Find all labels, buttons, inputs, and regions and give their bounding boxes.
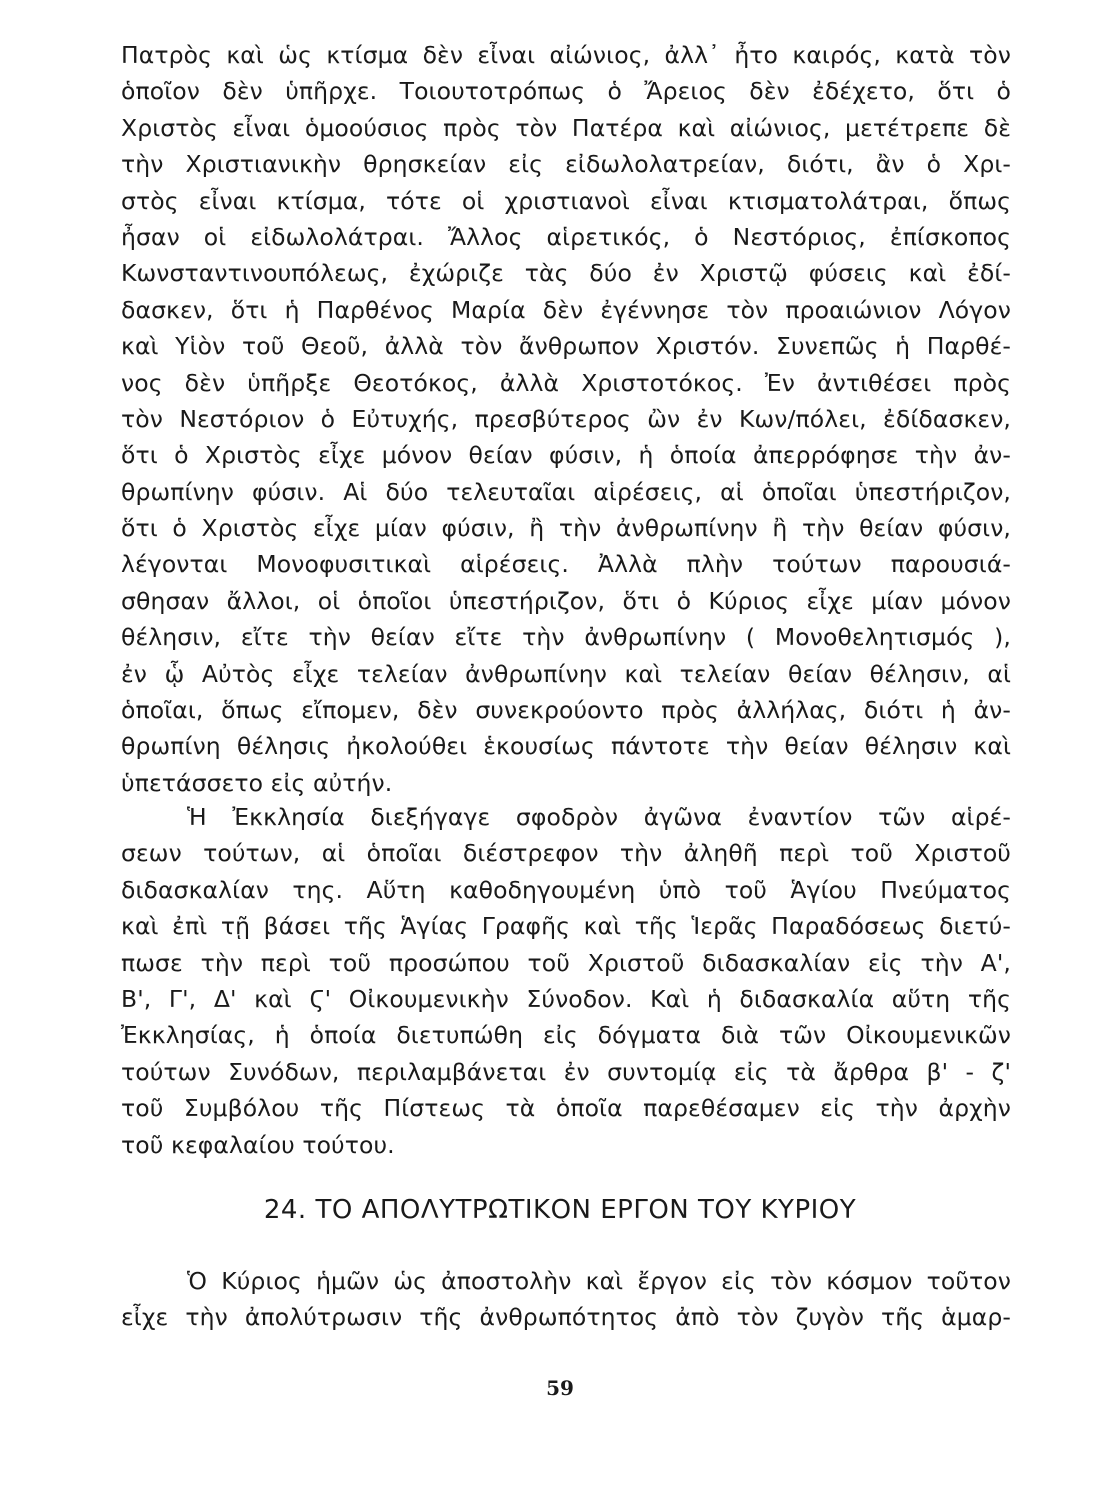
- text-line: Κωνσταντινουπόλεως, ἐχώριζε τὰς δύο ἐν Χριστῷ φύσεις καὶ ἐδί-: [121, 259, 1011, 288]
- text-line: τοῦ κεφαλαίου τούτου.: [121, 1130, 395, 1159]
- text-line: Ἐκκλησίας, ἡ ὁποία διετυπώθη εἰς δόγματα διὰ τῶν Οἰκουμενικῶν: [121, 1021, 1011, 1050]
- text-line: Β', Γ', Δ' καὶ Ϛ' Οἰκουμενικὴν Σύνοδον. Καὶ ἡ διδασκαλία αὕτη τῆς: [121, 984, 1011, 1013]
- text-line: θρωπίνην φύσιν. Αἱ δύο τελευταῖαι αἱρέσεις, αἱ ὁποῖαι ὑπεστήριζον,: [121, 477, 1011, 506]
- text-line: δασκεν, ὅτι ἡ Παρθένος Μαρία δὲν ἐγέννησε τὸν προαιώνιον Λόγον: [121, 295, 1011, 324]
- paragraph-church-councils: [121, 799, 1011, 1163]
- text-line: Ἡ Ἐκκλησία διεξήγαγε σφοδρὸν ἀγῶνα ἐναντίον τῶν αἱρέ-: [187, 803, 1011, 831]
- text-line: τούτων Συνόδων, περιλαμβάνεται ἐν συντομίᾳ εἰς τὰ ἄρθρα β' - ζ': [121, 1057, 1011, 1086]
- text-line: νος δὲν ὑπῆρξε Θεοτόκος, ἀλλὰ Χριστοτόκος. Ἐν ἀντιθέσει πρὸς: [121, 368, 1011, 397]
- text-line: πωσε τὴν περὶ τοῦ προσώπου τοῦ Χριστοῦ διδασκαλίαν εἰς τὴν Α',: [121, 948, 1011, 977]
- page-number: 59: [546, 1376, 574, 1400]
- text-line: ἦσαν οἱ εἰδωλολάτραι. Ἄλλος αἱρετικός, ὁ Νεστόριος, ἐπίσκοπος: [121, 222, 1011, 251]
- text-line: σθησαν ἄλλοι, οἱ ὁποῖοι ὑπεστήριζον, ὅτι ὁ Κύριος εἶχε μίαν μόνον: [121, 586, 1011, 615]
- text-line: τὸν Νεστόριον ὁ Εὐτυχής, πρεσβύτερος ὢν ἐν Κων/πόλει, ἐδίδασκεν,: [121, 404, 1011, 433]
- text-line: εἶχε τὴν ἀπολύτρωσιν τῆς ἀνθρωπότητος ἀπὸ τὸν ζυγὸν τῆς ἁμαρ-: [121, 1303, 1011, 1332]
- text-line: καὶ Υἱὸν τοῦ Θεοῦ, ἀλλὰ τὸν ἄνθρωπον Χριστόν. Συνεπῶς ἡ Παρθέ-: [121, 332, 1011, 361]
- text-line: καὶ ἐπὶ τῇ βάσει τῆς Ἁγίας Γραφῆς καὶ τῆς Ἱερᾶς Παραδόσεως διετύ-: [121, 912, 1011, 941]
- text-line: ἐν ᾧ Αὐτὸς εἶχε τελείαν ἀνθρωπίνην καὶ τελείαν θείαν θέλησιν, αἱ: [121, 659, 1011, 688]
- text-line: ὁποῖαι, ὅπως εἴπομεν, δὲν συνεκρούοντο πρὸς ἀλλήλας, διότι ἡ ἀν-: [121, 696, 1011, 725]
- text-line: σεων τούτων, αἱ ὁποῖαι διέστρεφον τὴν ἀληθῆ περὶ τοῦ Χριστοῦ: [121, 839, 1011, 868]
- text-line: τοῦ Συμβόλου τῆς Πίστεως τὰ ὁποῖα παρεθέσαμεν εἰς τὴν ἀρχὴν: [121, 1094, 1011, 1123]
- text-line: θρωπίνη θέλησις ἠκολούθει ἑκουσίως πάντοτε τὴν θείαν θέλησιν καὶ: [121, 732, 1011, 761]
- text-line: λέγονται Μονοφυσιτικαὶ αἱρέσεις. Ἀλλὰ πλὴν τούτων παρουσιά-: [121, 550, 1011, 579]
- text-line: στὸς εἶναι κτίσμα, τότε οἱ χριστιανοὶ εἶναι κτισματολάτραι, ὅπως: [121, 186, 1011, 215]
- text-line: Πατρὸς καὶ ὡς κτίσμα δὲν εἶναι αἰώνιος, ἀλλ᾽ ἦτο καιρός, κατὰ τὸν: [121, 41, 1011, 69]
- paragraph-arian-nestorian-heresies: [121, 37, 1011, 801]
- text-line: ὑπετάσσετο εἰς αὐτήν.: [121, 768, 393, 797]
- section-heading: 24. ΤΟ ΑΠΟΛΥΤΡΩΤΙΚΟΝ ΕΡΓΟΝ ΤΟΥ ΚΥΡΙΟΥ: [263, 1195, 857, 1225]
- paragraph-redemptive-work: [121, 1263, 1011, 1336]
- text-line: Χριστὸς εἶναι ὁμοούσιος πρὸς τὸν Πατέρα καὶ αἰώνιος, μετέτρεπε δὲ: [121, 113, 1011, 142]
- text-line: τὴν Χριστιανικὴν θρησκείαν εἰς εἰδωλολατρείαν, διότι, ἂν ὁ Χρι-: [121, 150, 1011, 179]
- text-line: ὁποῖον δὲν ὑπῆρχε. Τοιουτοτρόπως ὁ Ἄρειος δὲν ἐδέχετο, ὅτι ὁ: [121, 77, 1011, 106]
- text-line: θέλησιν, εἴτε τὴν θείαν εἴτε τὴν ἀνθρωπίνην ( Μονοθελητισμός ),: [121, 623, 1011, 652]
- text-line: Ὁ Κύριος ἡμῶν ὡς ἀποστολὴν καὶ ἔργον εἰς τὸν κόσμον τοῦτον: [187, 1267, 1011, 1295]
- text-line: διδασκαλίαν της. Αὕτη καθοδηγουμένη ὑπὸ τοῦ Ἁγίου Πνεύματος: [121, 875, 1011, 904]
- text-line: ὅτι ὁ Χριστὸς εἶχε μίαν φύσιν, ἢ τὴν ἀνθρωπίνην ἢ τὴν θείαν φύσιν,: [121, 514, 1011, 543]
- text-line: ὅτι ὁ Χριστὸς εἶχε μόνον θείαν φύσιν, ἡ ὁποία ἀπερρόφησε τὴν ἀν-: [121, 441, 1011, 470]
